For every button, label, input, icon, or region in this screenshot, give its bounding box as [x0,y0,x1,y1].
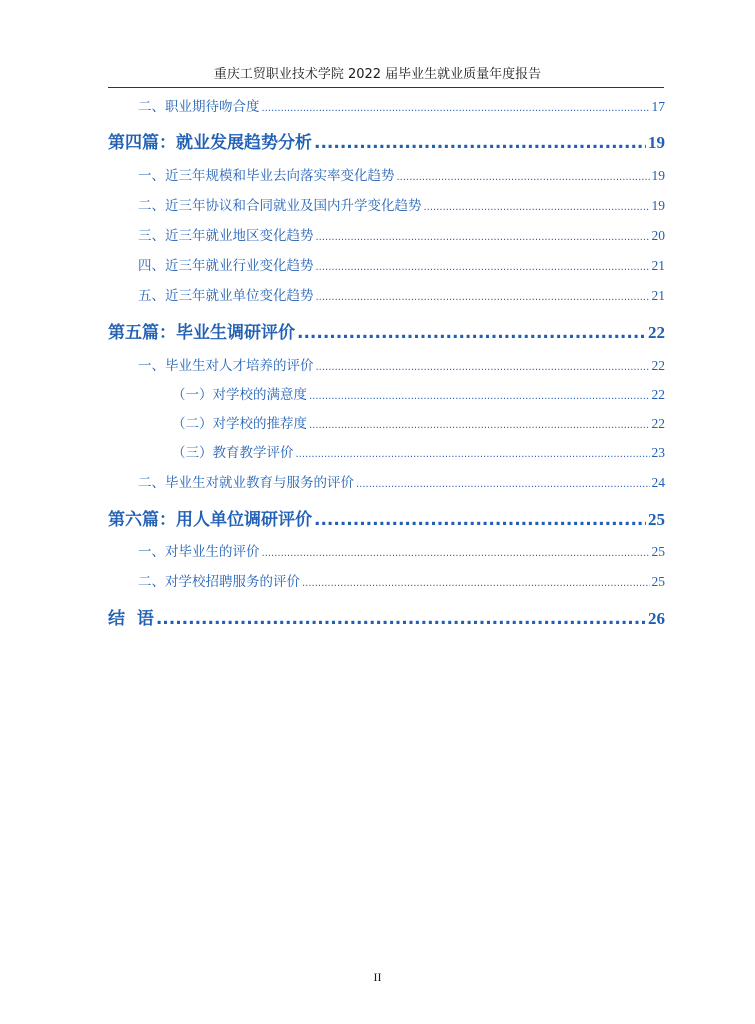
toc-entry-part-6[interactable] [108,505,665,530]
toc-entry-label: 二、对学校招聘服务的评价 [138,574,300,590]
toc-entry-label: 四、近三年就业行业变化趋势 [138,258,314,274]
toc-entry-conclusion[interactable] [108,604,665,629]
toc-entry-page: 25 [648,510,665,529]
toc-entry-label: 三、近三年就业地区变化趋势 [138,228,314,244]
toc-entry-page: 19 [651,168,665,183]
toc-entry-region-trend[interactable] [138,224,665,244]
toc-entry-label: 二、职业期待吻合度 [138,99,260,115]
toc-entry-page: 17 [651,99,665,114]
toc-entry-part-4[interactable] [108,128,665,153]
dot-leader [397,172,650,183]
page-header: 重庆工贸职业技术学院 2022 届毕业生就业质量年度报告 [213,67,542,82]
toc-entry-page: 23 [651,445,665,460]
toc-entry-label: 结 语 [108,609,154,629]
toc-entry-label: 一、毕业生对人才培养的评价 [138,358,314,374]
dot-leader [316,262,650,273]
toc-entry-job-expectation-match[interactable] [138,95,665,115]
dot-leader [262,103,650,114]
toc-entry-teaching-evaluation[interactable] [172,441,665,461]
toc-entry-part-5[interactable] [108,318,665,343]
toc-entry-page: 25 [651,544,665,559]
toc-entry-page: 20 [651,228,665,243]
toc-entry-page: 26 [648,609,665,628]
toc-entry-talent-training[interactable] [138,354,665,374]
toc-entry-graduate-evaluation[interactable] [138,540,665,560]
dot-leader [314,510,646,530]
toc-entry-label: 五、近三年就业单位变化趋势 [138,288,314,304]
toc-entry-page: 19 [648,133,665,152]
toc-entry-scale-trend[interactable] [138,164,665,184]
toc-entry-label: 一、近三年规模和毕业去向落实率变化趋势 [138,168,395,184]
dot-leader [314,133,646,153]
toc-entry-label: （二）对学校的推荐度 [172,416,307,432]
dot-leader [316,232,650,243]
toc-entry-page: 25 [651,574,665,589]
dot-leader [316,362,650,373]
toc-entry-page: 19 [651,198,665,213]
toc-entry-industry-trend[interactable] [138,254,665,274]
toc-entry-page: 22 [651,358,665,373]
dot-leader [309,391,650,402]
toc-entry-contract-trend[interactable] [138,194,665,214]
toc-entry-employer-trend[interactable] [138,284,665,304]
toc-entry-label: 一、对毕业生的评价 [138,544,260,560]
toc-entry-label: （三）教育教学评价 [172,445,294,461]
toc-entry-label: （一）对学校的满意度 [172,387,307,403]
dot-leader [302,578,650,589]
toc-entry-label: 二、近三年协议和合同就业及国内升学变化趋势 [138,198,422,214]
toc-entry-page: 21 [651,258,665,273]
toc-entry-page: 22 [648,323,665,342]
toc-entry-page: 22 [651,416,665,431]
toc-entry-label: 第四篇：就业发展趋势分析 [108,133,312,153]
toc-entry-page: 21 [651,288,665,303]
dot-leader [296,449,650,460]
dot-leader [297,323,646,343]
toc-entry-label: 第五篇：毕业生调研评价 [108,323,295,343]
dot-leader [356,479,650,490]
dot-leader [262,548,650,559]
toc-entry-recommendation[interactable] [172,412,665,432]
toc-entry-page: 24 [651,475,665,490]
toc-entry-employment-service[interactable] [138,471,665,491]
toc-entry-label: 二、毕业生对就业教育与服务的评价 [138,475,354,491]
toc-entry-page: 22 [651,387,665,402]
toc-entry-satisfaction[interactable] [172,383,665,403]
toc-entry-recruitment-service[interactable] [138,570,665,590]
toc-entry-label: 第六篇：用人单位调研评价 [108,510,312,530]
dot-leader [316,292,650,303]
dot-leader [156,609,646,629]
dot-leader [309,420,650,431]
page-number: II [373,970,382,984]
dot-leader [424,202,650,213]
